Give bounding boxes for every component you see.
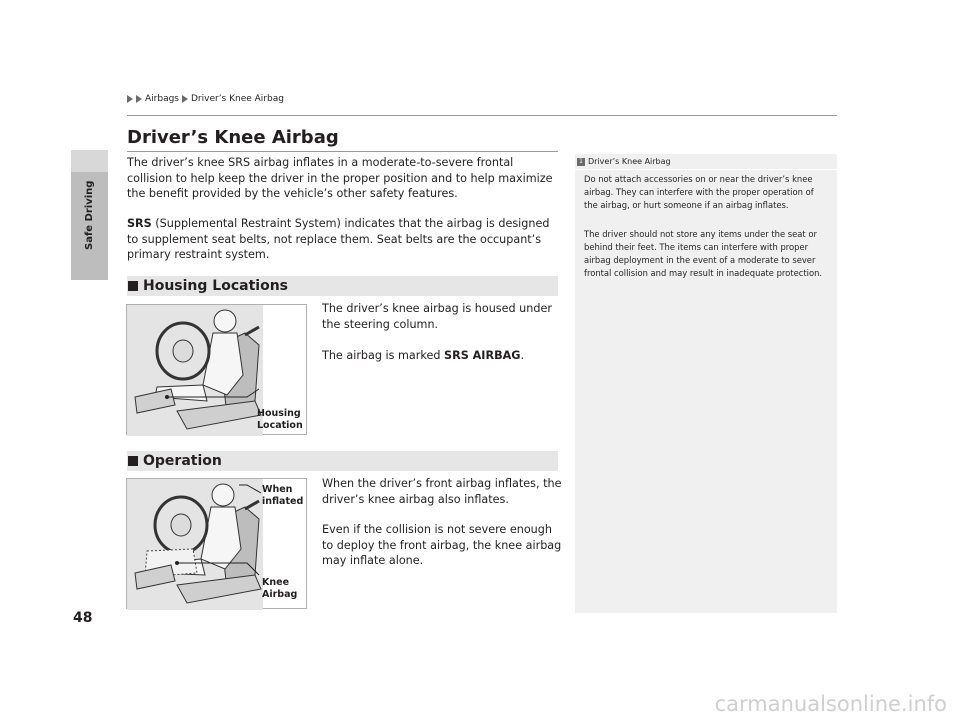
- section-square-icon: [128, 456, 138, 466]
- breadcrumb-item: Driver’s Knee Airbag: [191, 94, 284, 104]
- section-heading-text: Housing Locations: [143, 278, 288, 294]
- housing-callout: Housing Location: [257, 408, 303, 431]
- note-title: Driver’s Knee Airbag: [588, 157, 671, 166]
- section-heading-housing: [127, 276, 558, 296]
- note-panel: [575, 154, 837, 613]
- note-paragraph-2: The driver should not store any items under the seat or behind their feet. The items can interfere with proper airbag deployment in the event of a moderate to sever frontal collision and may result in inadequate protection.: [584, 229, 823, 278]
- header-divider: [127, 115, 837, 116]
- breadcrumb-arrow-icon: [182, 95, 188, 103]
- intro-paragraph: The driver’s knee SRS airbag inflates in a moderate-to-severe frontal collision to help keep the driver in the proper position and to help maximize the benefit provided by the vehicle’s other safety features.: [127, 156, 553, 200]
- note-number-badge: 1: [577, 158, 585, 166]
- operation-illustration: [126, 478, 307, 609]
- page-number: 48: [73, 610, 93, 626]
- operation-text-1: When the driver’s front airbag inflates, the driver’s knee airbag also inflates.: [322, 477, 562, 506]
- srs-airbag-marking: SRS AIRBAG: [444, 349, 521, 362]
- breadcrumb-item[interactable]: Airbags: [145, 94, 179, 104]
- section-square-icon: [128, 281, 138, 291]
- breadcrumb: [127, 94, 284, 104]
- watermark: carmanualsonline.info: [714, 692, 947, 716]
- title-divider: [127, 151, 558, 152]
- section-heading-operation: [127, 451, 558, 471]
- housing-text-2: The airbag is marked SRS AIRBAG.: [322, 349, 525, 362]
- housing-location-illustration: [126, 304, 307, 435]
- chapter-label: Safe Driving: [84, 180, 95, 250]
- page-title: Driver’s Knee Airbag: [127, 127, 339, 148]
- knee-airbag-callout: Knee Airbag: [262, 577, 298, 600]
- section-heading-text: Operation: [143, 453, 222, 469]
- housing-text-1: The driver’s knee airbag is housed under the steering column.: [322, 302, 552, 331]
- srs-paragraph: [127, 216, 559, 263]
- srs-text: (Supplemental Restraint System) indicates that the airbag is designed to supplement seat belts, not replace them. Seat belts are the occupant’s primary restraint system.: [127, 217, 550, 261]
- note-divider: [575, 169, 837, 170]
- note-paragraph-1: Do not attach accessories on or near the driver’s knee airbag. They can interfere with the proper operation of the airbag, or hurt someone if an airbag inflates.: [584, 174, 814, 210]
- when-inflated-callout: When inflated: [262, 484, 304, 507]
- srs-term: SRS: [127, 217, 152, 230]
- breadcrumb-arrow-icon: [136, 95, 142, 103]
- breadcrumb-arrow-icon: [127, 95, 133, 103]
- operation-text-2: Even if the collision is not severe enough to deploy the front airbag, the knee airbag may inflate alone.: [322, 523, 562, 567]
- note-heading: [577, 157, 671, 166]
